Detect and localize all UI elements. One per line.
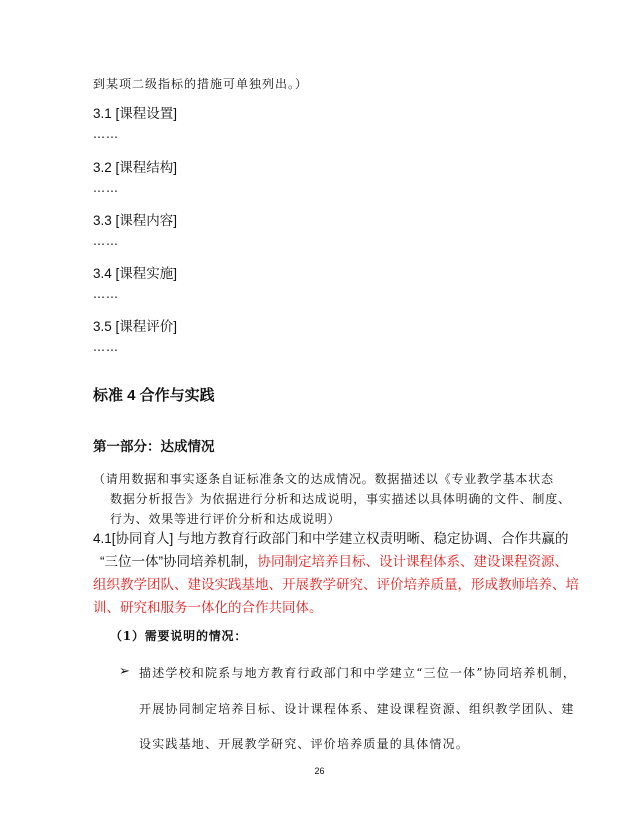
bullet-arrow-icon: ➢ <box>119 663 130 678</box>
bullet-line-1: 描述学校和院系与地方教育行政部门和中学建立“三位一体”协同培养机制， <box>139 666 577 680</box>
note-line-1: （请用数据和事实逐条自证标准条文的达成情况。数据描述以《专业教学基本状态 <box>93 472 554 486</box>
page-number: 26 <box>314 766 325 776</box>
section-heading-3-5: 3.5 [课程评价] <box>93 319 178 334</box>
section-placeholder-3-4: …… <box>93 287 119 301</box>
note-line-3: 行为、效果等进行评价分析和达成说明） <box>110 512 341 526</box>
standard-title: 标准 4 合作与实践 <box>93 387 215 404</box>
section-placeholder-3-3: …… <box>93 234 119 248</box>
item-4-1-line-1: 4.1[协同育人] 与地方教育行政部门和中学建立权责明晰、稳定协调、合作共赢的 <box>93 531 569 546</box>
section-placeholder-3-5: …… <box>93 340 119 354</box>
section-heading-3-4: 3.4 [课程实施] <box>93 266 178 281</box>
item-4-1-line-4: 训、研究和服务一体化的合作共同体。 <box>93 600 323 615</box>
part-title: 第一部分：达成情况 <box>93 439 215 454</box>
item-4-1-line-2 <box>100 550 568 570</box>
item-4-1-highlight: 协同制定培养目标、设计课程体系、建设课程资源、 <box>257 554 568 569</box>
bullet-line-3: 设实践基地、开展教学研究、评价培养质量的具体情况。 <box>139 737 470 751</box>
bullet-line-2: 开展协同制定培养目标、设计课程体系、建设课程资源、组织教学团队、建 <box>139 702 575 716</box>
section-heading-3-2: 3.2 [课程结构] <box>93 160 178 175</box>
section-heading-3-1: 3.1 [课程设置] <box>93 106 178 121</box>
section-heading-3-3: 3.3 [课程内容] <box>93 213 178 228</box>
section-placeholder-3-1: …… <box>93 127 119 141</box>
item-4-1-line-3: 组织教学团队、建设实践基地、开展教学研究、评价培养质量，形成教师培养、培 <box>93 577 579 592</box>
intro-line: 到某项二级指标的措施可单独列出。） <box>93 77 309 91</box>
needs-title: （1）需要说明的情况： <box>110 629 248 643</box>
item-4-1-line-2-text: “三位一体”协同培养机制， <box>100 554 258 569</box>
section-placeholder-3-2: …… <box>93 181 119 195</box>
note-line-2: 数据分析报告》为依据进行分析和达成说明，事实描述以具体明确的文件、制度、 <box>110 492 571 506</box>
